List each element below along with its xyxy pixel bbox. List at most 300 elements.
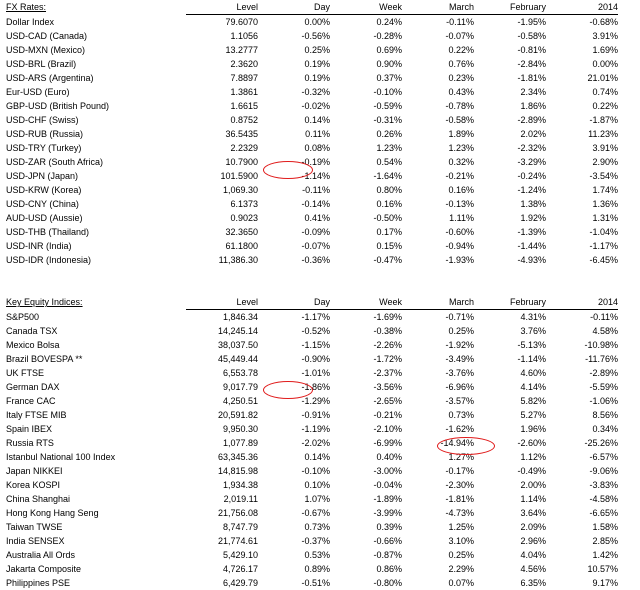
fx-cell-february: -1.81% xyxy=(517,73,546,83)
fx-row-label: USD-MXN (Mexico) xyxy=(6,45,86,55)
equity-cell-2014: -5.59% xyxy=(589,382,618,392)
equity-cell-2014: -11.76% xyxy=(585,354,618,364)
table-row xyxy=(6,548,618,562)
equity-cell-february: 6.35% xyxy=(520,578,546,588)
equity-row-label: Jakarta Composite xyxy=(6,564,82,574)
fx-rates-body xyxy=(6,0,618,267)
fx-cell-day: -0.09% xyxy=(301,227,330,237)
fx-col-week: Week xyxy=(330,0,402,15)
equity-cell-february: 4.04% xyxy=(520,550,546,560)
equity-cell-march: -14.94% xyxy=(440,438,474,448)
fx-row-label: Dollar Index xyxy=(6,16,55,27)
table-row xyxy=(6,253,618,267)
equity-cell-march: -0.71% xyxy=(445,312,474,322)
fx-row-label: USD-THB (Thailand) xyxy=(6,227,90,237)
equity-row-label: UK FTSE xyxy=(6,368,45,378)
equity-cell-march: -3.76% xyxy=(445,368,474,378)
equity-cell-level: 9,017.79 xyxy=(222,382,258,392)
table-row xyxy=(6,225,618,239)
equity-cell-day: -0.90% xyxy=(301,354,330,364)
equity-cell-2014: 4.58% xyxy=(592,326,618,336)
fx-cell-february: -1.39% xyxy=(517,227,546,237)
equity-cell-february: 4.14% xyxy=(520,382,546,392)
table-row xyxy=(6,169,618,183)
fx-cell-week: 0.90% xyxy=(376,59,402,69)
fx-cell-week: 0.16% xyxy=(376,199,402,209)
equity-cell-february: 3.64% xyxy=(520,508,546,518)
fx-cell-week: -0.31% xyxy=(373,115,402,125)
equity-cell-march: 1.27% xyxy=(448,452,474,462)
equity-row-label: Spain IBEX xyxy=(6,424,53,434)
fx-cell-level: 1,069.30 xyxy=(222,185,258,195)
equity-row-label: Korea KOSPI xyxy=(6,480,61,490)
table-row xyxy=(6,562,618,576)
equity-cell-2014: 1.58% xyxy=(592,522,618,532)
fx-cell-week: -0.47% xyxy=(373,255,402,265)
fx-cell-2014: 1.36% xyxy=(592,199,618,209)
fx-row-label: USD-IDR (Indonesia) xyxy=(6,255,92,265)
fx-row-label: Eur-USD (Euro) xyxy=(6,87,70,97)
fx-row-label: USD-JPN (Japan) xyxy=(6,171,79,181)
equity-cell-february: 2.09% xyxy=(520,522,546,532)
equity-cell-level: 8,747.79 xyxy=(222,522,258,532)
table-row xyxy=(6,338,618,352)
fx-cell-2014: -1.04% xyxy=(589,227,618,237)
equity-cell-day: -0.91% xyxy=(301,410,330,420)
equity-cell-day: -1.86% xyxy=(301,382,330,392)
equity-row-label: Taiwan TWSE xyxy=(6,522,63,532)
fx-cell-february: 1.38% xyxy=(520,199,546,209)
equity-cell-level: 21,756.08 xyxy=(217,508,258,518)
fx-cell-2014: 21.01% xyxy=(587,73,618,83)
equity-row-label: Canada TSX xyxy=(6,326,58,336)
equity-table-title: Key Equity Indices: xyxy=(6,297,83,308)
fx-cell-march: -0.58% xyxy=(445,115,474,125)
table-row xyxy=(6,141,618,155)
fx-cell-week: 0.37% xyxy=(376,73,402,83)
equity-cell-2014: -10.98% xyxy=(584,340,618,350)
equity-cell-day: 0.53% xyxy=(304,550,330,560)
fx-cell-day: 0.08% xyxy=(304,143,330,153)
table-row xyxy=(6,366,618,380)
equity-cell-level: 1,846.34 xyxy=(222,312,258,322)
fx-cell-day: 0.19% xyxy=(304,59,330,69)
fx-cell-february: 1.92% xyxy=(520,213,546,223)
fx-row-label: USD-CAD (Canada) xyxy=(6,31,88,41)
fx-equity-gap xyxy=(0,267,640,295)
equity-cell-day: -0.10% xyxy=(301,466,330,476)
equity-cell-day: -0.51% xyxy=(301,578,330,588)
fx-cell-day: -1.14% xyxy=(301,171,330,181)
fx-cell-day: -0.32% xyxy=(301,87,330,97)
fx-cell-2014: 0.74% xyxy=(592,87,618,97)
table-row xyxy=(6,85,618,99)
equity-row-label: German DAX xyxy=(6,382,60,392)
fx-cell-february: -0.58% xyxy=(517,31,546,41)
equity-cell-level: 2,019.11 xyxy=(223,494,258,504)
fx-cell-week: 1.23% xyxy=(376,143,402,153)
equity-cell-week: -0.80% xyxy=(373,578,402,588)
equity-row-label: Russia RTS xyxy=(6,438,54,448)
equity-cell-week: -1.72% xyxy=(373,354,402,364)
fx-cell-march: -0.60% xyxy=(445,227,474,237)
fx-cell-2014: 0.00% xyxy=(592,59,618,69)
equity-col-march: March xyxy=(402,295,474,310)
equity-row-label: France CAC xyxy=(6,396,56,406)
equity-cell-2014: -4.58% xyxy=(589,494,618,504)
fx-cell-day: -0.56% xyxy=(301,31,330,41)
equity-cell-level: 1,077.89 xyxy=(222,438,258,448)
equity-cell-february: 4.31% xyxy=(520,312,546,322)
equity-cell-february: 5.27% xyxy=(520,410,546,420)
fx-cell-week: -0.59% xyxy=(373,101,402,111)
equity-cell-2014: 0.34% xyxy=(592,424,618,434)
fx-row-label: USD-TRY (Turkey) xyxy=(6,143,82,153)
fx-row-label: USD-CHF (Swiss) xyxy=(6,115,79,125)
fx-cell-day: 0.14% xyxy=(304,115,330,125)
equity-cell-day: -2.02% xyxy=(301,438,330,448)
fx-cell-february: 2.34% xyxy=(520,87,546,97)
table-row xyxy=(6,394,618,408)
equity-cell-level: 4,250.51 xyxy=(222,396,258,406)
equity-cell-level: 5,429.10 xyxy=(222,550,258,560)
equity-cell-week: -0.66% xyxy=(373,536,402,546)
equity-cell-march: 1.25% xyxy=(448,522,474,532)
fx-cell-day: 0.00% xyxy=(304,17,330,27)
fx-cell-february: -0.24% xyxy=(517,171,546,181)
equity-cell-march: -1.62% xyxy=(445,424,474,434)
table-row xyxy=(6,29,618,43)
fx-cell-march: -0.11% xyxy=(446,17,474,27)
table-row xyxy=(6,310,618,325)
equity-cell-march: -3.57% xyxy=(445,396,474,406)
equity-cell-day: 0.89% xyxy=(304,564,330,574)
fx-cell-day: 0.41% xyxy=(304,213,330,223)
fx-cell-level: 1.3861 xyxy=(230,87,258,97)
equity-cell-march: 0.07% xyxy=(448,578,474,588)
equity-row-label: S&P500 xyxy=(6,311,40,322)
equity-cell-february: -5.13% xyxy=(517,340,546,350)
fx-cell-level: 10.7900 xyxy=(225,157,258,167)
fx-cell-february: -1.44% xyxy=(517,241,546,251)
fx-cell-week: -0.28% xyxy=(373,31,402,41)
fx-cell-level: 1.1056 xyxy=(230,31,258,41)
equity-cell-february: 4.60% xyxy=(520,368,546,378)
fx-row-label: USD-KRW (Korea) xyxy=(6,185,82,195)
equity-cell-day: -1.29% xyxy=(301,396,330,406)
fx-cell-2014: -0.68% xyxy=(589,17,618,27)
equity-col-level: Level xyxy=(186,295,258,310)
fx-row-label: USD-ZAR (South Africa) xyxy=(6,157,104,167)
equity-cell-march: 3.10% xyxy=(448,536,474,546)
table-row xyxy=(6,450,618,464)
table-row xyxy=(6,99,618,113)
table-row xyxy=(6,57,618,71)
fx-cell-february: -1.95% xyxy=(517,17,546,27)
fx-col-day: Day xyxy=(258,0,330,15)
fx-cell-level: 1.6615 xyxy=(230,101,258,111)
equity-cell-day: -1.17% xyxy=(301,312,330,322)
equity-cell-march: -6.96% xyxy=(445,382,474,392)
equity-cell-week: -2.37% xyxy=(373,368,402,378)
fx-cell-week: 0.80% xyxy=(376,185,402,195)
equity-cell-february: 4.56% xyxy=(520,564,546,574)
table-row xyxy=(6,43,618,57)
table-row xyxy=(6,492,618,506)
table-row xyxy=(6,239,618,253)
table-row xyxy=(6,422,618,436)
equity-cell-week: 0.39% xyxy=(376,522,402,532)
equity-cell-2014: 10.57% xyxy=(587,564,618,574)
equity-header-row xyxy=(6,295,618,310)
equity-cell-week: -2.10% xyxy=(373,424,402,434)
equity-cell-2014: 2.85% xyxy=(592,536,618,546)
fx-cell-march: 0.23% xyxy=(448,73,474,83)
equity-cell-week: -3.00% xyxy=(373,466,402,476)
equity-cell-day: -1.15% xyxy=(301,340,330,350)
fx-cell-day: -0.14% xyxy=(301,199,330,209)
table-row xyxy=(6,380,618,394)
equity-cell-day: 0.73% xyxy=(304,522,330,532)
equity-col-week: Week xyxy=(330,295,402,310)
fx-cell-level: 7.8897 xyxy=(230,73,258,83)
equity-cell-week: -1.89% xyxy=(373,494,402,504)
equity-cell-week: -2.26% xyxy=(373,340,402,350)
fx-cell-march: -0.13% xyxy=(445,199,474,209)
fx-cell-february: -1.24% xyxy=(517,185,546,195)
fx-cell-february: -2.84% xyxy=(517,59,546,69)
equity-indices-table xyxy=(6,295,618,590)
fx-cell-week: 0.26% xyxy=(376,129,402,139)
fx-cell-day: 0.19% xyxy=(304,73,330,83)
fx-header-row xyxy=(6,0,618,15)
equity-cell-february: 1.12% xyxy=(520,452,546,462)
fx-cell-march: 0.76% xyxy=(448,59,474,69)
equity-cell-day: -0.37% xyxy=(301,536,330,546)
equity-cell-day: -0.67% xyxy=(301,508,330,518)
equity-cell-february: -1.14% xyxy=(517,354,546,364)
fx-cell-2014: -3.54% xyxy=(589,171,618,181)
equity-cell-february: 5.82% xyxy=(520,396,546,406)
table-row xyxy=(6,113,618,127)
equity-cell-2014: -1.06% xyxy=(589,396,618,406)
equity-cell-week: 0.86% xyxy=(376,564,402,574)
fx-cell-week: -0.50% xyxy=(373,213,402,223)
fx-cell-february: 2.02% xyxy=(520,129,546,139)
fx-cell-week: 0.17% xyxy=(376,227,402,237)
equity-row-label: Istanbul National 100 Index xyxy=(6,452,116,462)
equity-cell-level: 9,950.30 xyxy=(222,424,258,434)
fx-cell-february: -3.29% xyxy=(517,157,546,167)
fx-cell-day: -0.07% xyxy=(301,241,330,251)
equity-cell-march: 0.25% xyxy=(448,550,474,560)
equity-cell-day: 0.14% xyxy=(304,452,330,462)
equity-cell-day: -1.19% xyxy=(301,424,330,434)
fx-cell-level: 36.5435 xyxy=(225,129,258,139)
fx-col-march: March xyxy=(402,0,474,15)
table-row xyxy=(6,506,618,520)
fx-row-label: USD-INR (India) xyxy=(6,241,72,251)
equity-cell-2014: 1.42% xyxy=(592,550,618,560)
equity-cell-week: -0.87% xyxy=(373,550,402,560)
fx-cell-level: 0.8752 xyxy=(230,115,258,125)
fx-cell-february: -2.32% xyxy=(517,143,546,153)
fx-cell-2014: -1.17% xyxy=(589,241,618,251)
fx-cell-week: 0.24% xyxy=(376,17,402,27)
equity-cell-march: -2.30% xyxy=(445,480,474,490)
fx-cell-february: -0.81% xyxy=(517,45,546,55)
equity-cell-february: -2.60% xyxy=(517,438,546,448)
equity-cell-week: 0.40% xyxy=(376,452,402,462)
equity-cell-level: 4,726.17 xyxy=(222,564,258,574)
equity-cell-february: 1.14% xyxy=(520,494,546,504)
fx-cell-week: -1.64% xyxy=(373,171,402,181)
equity-indices-body xyxy=(6,295,618,590)
equity-cell-level: 63,345.36 xyxy=(217,452,258,462)
fx-table-title: FX Rates: xyxy=(6,2,47,13)
equity-cell-2014: -25.26% xyxy=(584,438,618,448)
fx-rates-table xyxy=(6,0,618,267)
equity-cell-february: 1.96% xyxy=(520,424,546,434)
equity-cell-level: 45,449.44 xyxy=(217,354,258,364)
fx-col-2014: 2014 xyxy=(546,0,618,15)
fx-cell-level: 13.2777 xyxy=(225,45,258,55)
fx-cell-week: -0.10% xyxy=(373,87,402,97)
fx-cell-2014: -6.45% xyxy=(589,255,618,265)
fx-cell-march: 0.32% xyxy=(448,157,474,167)
equity-col-february: February xyxy=(474,295,546,310)
equity-cell-level: 6,429.79 xyxy=(222,578,258,588)
fx-cell-level: 32.3650 xyxy=(225,227,258,237)
fx-cell-level: 6.1373 xyxy=(230,199,258,209)
equity-cell-march: 0.25% xyxy=(448,326,474,336)
equity-cell-day: -0.52% xyxy=(301,326,330,336)
equity-cell-level: 6,553.78 xyxy=(222,368,258,378)
fx-cell-day: 0.11% xyxy=(305,129,330,139)
fx-cell-day: 0.25% xyxy=(304,45,330,55)
table-row xyxy=(6,352,618,366)
equity-cell-week: -2.65% xyxy=(373,396,402,406)
fx-cell-2014: 1.74% xyxy=(592,185,618,195)
fx-row-label: USD-RUB (Russia) xyxy=(6,129,84,139)
fx-cell-day: -0.11% xyxy=(302,185,330,195)
fx-cell-level: 61.1800 xyxy=(225,241,258,251)
equity-cell-week: -3.99% xyxy=(373,508,402,518)
fx-cell-2014: 1.31% xyxy=(592,213,618,223)
fx-cell-2014: 2.90% xyxy=(592,157,618,167)
equity-cell-level: 20,591.82 xyxy=(217,410,258,420)
equity-cell-level: 38,037.50 xyxy=(217,340,258,350)
equity-cell-level: 14,245.14 xyxy=(217,326,258,336)
equity-row-label: Australia All Ords xyxy=(6,550,76,560)
equity-row-label: China Shanghai xyxy=(6,494,71,504)
equity-cell-week: -6.99% xyxy=(373,438,402,448)
equity-cell-2014: -0.11% xyxy=(590,312,618,322)
equity-cell-2014: -6.65% xyxy=(589,508,618,518)
table-row xyxy=(6,436,618,450)
table-row xyxy=(6,211,618,225)
equity-cell-february: 2.00% xyxy=(520,480,546,490)
fx-cell-level: 0.9023 xyxy=(230,213,258,223)
fx-col-february: February xyxy=(474,0,546,15)
table-row xyxy=(6,71,618,85)
equity-cell-level: 1,934.38 xyxy=(222,480,258,490)
fx-cell-march: -0.21% xyxy=(445,171,474,181)
table-row xyxy=(6,183,618,197)
fx-cell-march: 1.89% xyxy=(448,129,474,139)
fx-cell-february: -2.89% xyxy=(517,115,546,125)
fx-cell-2014: 3.91% xyxy=(592,31,618,41)
fx-cell-day: -0.36% xyxy=(301,255,330,265)
equity-cell-2014: 9.17% xyxy=(592,578,618,588)
equity-row-label: India SENSEX xyxy=(6,536,65,546)
table-row xyxy=(6,534,618,548)
equity-cell-2014: -3.83% xyxy=(589,480,618,490)
fx-row-label: USD-CNY (China) xyxy=(6,199,79,209)
fx-row-label: AUD-USD (Aussie) xyxy=(6,213,83,223)
equity-row-label: Brazil BOVESPA ** xyxy=(6,354,83,364)
fx-cell-level: 2.2329 xyxy=(230,143,258,153)
fx-cell-level: 2.3620 xyxy=(230,59,258,69)
fx-cell-2014: 1.69% xyxy=(592,45,618,55)
fx-cell-week: 0.15% xyxy=(376,241,402,251)
table-row xyxy=(6,520,618,534)
fx-cell-march: -1.93% xyxy=(445,255,474,265)
equity-cell-march: -3.49% xyxy=(445,354,474,364)
equity-cell-march: -1.81% xyxy=(445,494,474,504)
equity-cell-march: 0.73% xyxy=(448,410,474,420)
equity-cell-day: -1.01% xyxy=(301,368,330,378)
table-row xyxy=(6,576,618,590)
equity-cell-day: 0.10% xyxy=(304,480,330,490)
equity-cell-week: -1.69% xyxy=(373,312,402,322)
equity-cell-march: -4.73% xyxy=(445,508,474,518)
equity-cell-march: -0.17% xyxy=(445,466,474,476)
table-row xyxy=(6,127,618,141)
table-row xyxy=(6,197,618,211)
fx-cell-march: -0.07% xyxy=(445,31,474,41)
equity-cell-2014: 8.56% xyxy=(592,410,618,420)
equity-col-day: Day xyxy=(258,295,330,310)
equity-row-label: Philippines PSE xyxy=(6,578,71,588)
fx-cell-2014: 0.22% xyxy=(592,101,618,111)
equity-cell-week: -0.38% xyxy=(373,326,402,336)
fx-cell-week: 0.54% xyxy=(376,157,402,167)
equity-cell-march: 2.29% xyxy=(448,564,474,574)
fx-row-label: USD-ARS (Argentina) xyxy=(6,73,94,83)
table-row xyxy=(6,155,618,169)
equity-cell-february: 2.96% xyxy=(520,536,546,546)
equity-col-2014: 2014 xyxy=(546,295,618,310)
table-row xyxy=(6,15,618,30)
equity-cell-level: 14,815.98 xyxy=(217,466,258,476)
equity-cell-march: -1.92% xyxy=(445,340,474,350)
fx-cell-day: -0.02% xyxy=(301,101,330,111)
equity-cell-2014: -6.57% xyxy=(589,452,618,462)
fx-cell-february: 1.86% xyxy=(520,101,546,111)
equity-row-label: Mexico Bolsa xyxy=(6,340,60,350)
table-row xyxy=(6,408,618,422)
fx-cell-2014: -1.87% xyxy=(589,115,618,125)
fx-col-level: Level xyxy=(186,0,258,15)
table-row xyxy=(6,464,618,478)
fx-cell-2014: 11.23% xyxy=(588,129,618,139)
equity-cell-2014: -9.06% xyxy=(589,466,618,476)
equity-cell-week: -0.04% xyxy=(373,480,402,490)
fx-cell-february: -4.93% xyxy=(517,255,546,265)
fx-cell-march: 0.43% xyxy=(448,87,474,97)
fx-cell-march: 1.23% xyxy=(448,143,474,153)
